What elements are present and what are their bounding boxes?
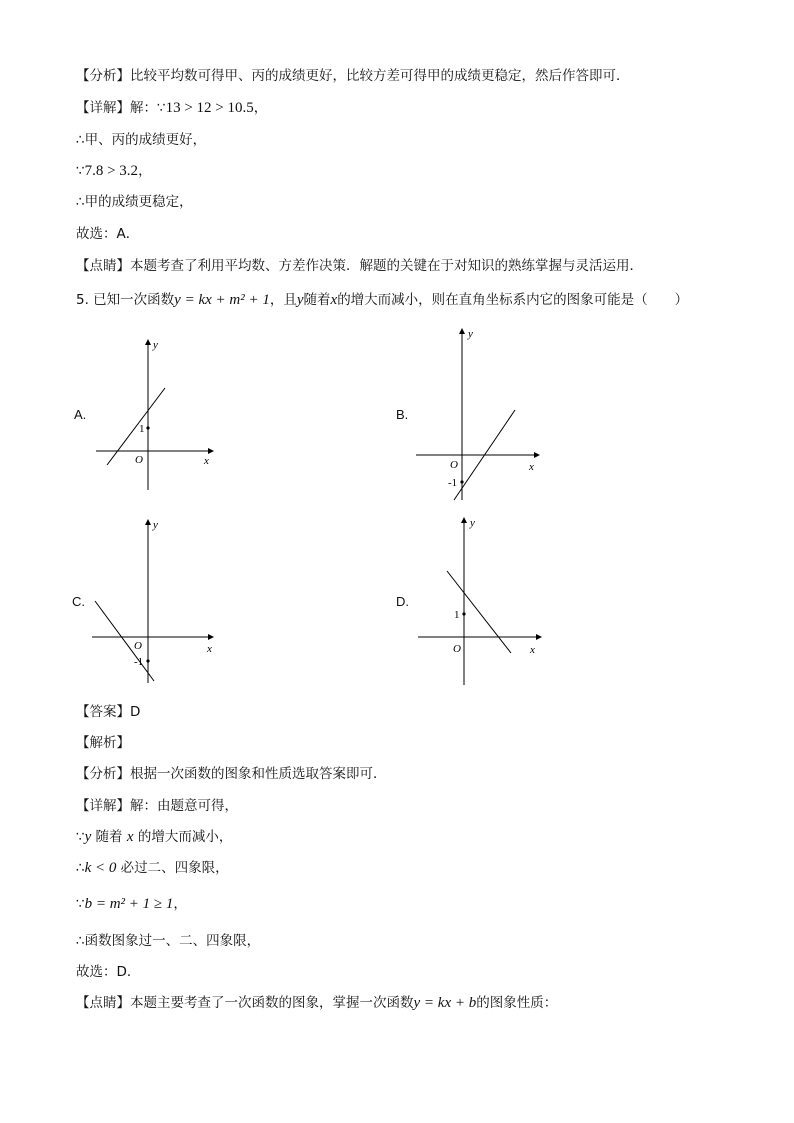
x-axis-arrow bbox=[208, 448, 214, 454]
conclusion-text-1: ∴甲、丙的成绩更好， bbox=[76, 132, 207, 148]
y-axis-arrow bbox=[145, 339, 151, 345]
analysis-line-2 bbox=[76, 765, 387, 783]
detail-line bbox=[76, 99, 267, 117]
explanation-header-text: 【解析】 bbox=[76, 735, 130, 751]
analysis-line bbox=[76, 67, 630, 85]
tick-label: 1 bbox=[454, 609, 460, 621]
y-axis-label: y bbox=[153, 519, 158, 531]
intercept-point bbox=[146, 426, 149, 429]
comment-text: 【点睛】本题考查了利用平均数、方差作决策．解题的关键在于对知识的熟练掌握与灵活运用． bbox=[76, 258, 643, 274]
question-text: ，且 bbox=[269, 292, 297, 308]
step-3 bbox=[76, 895, 187, 913]
y-axis-arrow bbox=[459, 328, 465, 334]
because-symbol: ∵ bbox=[76, 163, 85, 179]
origin-label: O bbox=[135, 454, 143, 466]
option-c-label: C. bbox=[72, 594, 85, 609]
step-text: 随着 bbox=[91, 829, 127, 845]
function-expression: y = kx + m² + 1 bbox=[174, 292, 270, 308]
conclusion-text-2: ∴甲的成绩更稳定， bbox=[76, 194, 193, 210]
conclusion-line-2 bbox=[76, 193, 193, 211]
comment-line bbox=[76, 257, 643, 275]
option-d-label: D. bbox=[396, 594, 409, 609]
inequality-variance: 7.8 > 3.2 bbox=[84, 163, 139, 179]
graph-c bbox=[88, 515, 228, 685]
var-x: x bbox=[330, 292, 338, 308]
k-inequality: k < 0 bbox=[84, 860, 117, 876]
x-axis-arrow bbox=[534, 452, 540, 458]
step-text: 的增大而减小， bbox=[133, 829, 233, 845]
intercept-point bbox=[460, 480, 463, 483]
option-b-label: B. bbox=[396, 407, 409, 422]
option-a-label: A. bbox=[74, 407, 87, 422]
comment-text-2-end: 的图象性质： bbox=[476, 995, 558, 1011]
question-text: 的增大而减小，则在直角坐标系内它的图象可能是（ ） bbox=[337, 292, 689, 308]
detail-text-2: 【详解】解：由题意可得， bbox=[76, 798, 238, 814]
origin-label: O bbox=[450, 459, 458, 471]
answer-choice-line bbox=[76, 225, 139, 243]
question-5 bbox=[76, 291, 688, 309]
comma: ， bbox=[138, 163, 152, 179]
origin-label: O bbox=[134, 640, 142, 652]
x-axis-label: x bbox=[529, 461, 534, 473]
comma: ， bbox=[253, 100, 268, 116]
because-symbol: ∵ bbox=[76, 829, 85, 845]
x-axis-label: x bbox=[530, 644, 535, 656]
x-axis-arrow bbox=[208, 634, 214, 640]
inequality-means: 13 > 12 > 10.5 bbox=[165, 100, 254, 116]
question-prefix: 5. 已知一次函数 bbox=[76, 292, 175, 308]
var-x: x bbox=[126, 829, 134, 845]
analysis-text-2: 【分析】根据一次函数的图象和性质选取答案即可． bbox=[76, 766, 387, 782]
answer-text: 【答案】D bbox=[76, 704, 141, 720]
var-y: y bbox=[84, 829, 92, 845]
detail-line-2 bbox=[76, 797, 238, 815]
step-text: 故选：D． bbox=[76, 964, 141, 980]
question-text: 随着 bbox=[303, 292, 331, 308]
step-text: ， bbox=[173, 896, 187, 912]
intercept-point bbox=[462, 612, 465, 615]
tick-label: 1 bbox=[139, 423, 145, 435]
graph-a bbox=[92, 335, 222, 495]
graph-b bbox=[412, 322, 552, 502]
therefore-symbol: ∴ bbox=[76, 860, 85, 876]
detail-prefix: 【详解】解：∵ bbox=[76, 100, 166, 116]
origin-label: O bbox=[453, 643, 461, 655]
tick-label: -1 bbox=[134, 656, 144, 668]
step-2 bbox=[76, 859, 229, 877]
comment-text-2: 【点睛】本题主要考查了一次函数的图象，掌握一次函数 bbox=[76, 995, 414, 1011]
y-axis-arrow bbox=[461, 517, 467, 523]
because-symbol: ∵ bbox=[76, 896, 85, 912]
y-axis-label: y bbox=[153, 339, 158, 351]
y-axis-label: y bbox=[468, 328, 473, 340]
analysis-text: 【分析】比较平均数可得甲、丙的成绩更好，比较方差可得甲的成绩更稳定，然后作答即可． bbox=[76, 68, 630, 84]
x-axis-label: x bbox=[207, 643, 212, 655]
b-inequality: b = m² + 1 ≥ 1 bbox=[84, 896, 174, 912]
answer-line bbox=[76, 703, 140, 721]
y-axis-arrow bbox=[145, 519, 151, 525]
variance-line bbox=[76, 162, 152, 180]
step-4 bbox=[76, 932, 260, 950]
explanation-header bbox=[76, 734, 130, 752]
intercept-point bbox=[146, 659, 149, 662]
tick-label: -1 bbox=[448, 477, 458, 489]
conclusion-line-1 bbox=[76, 131, 206, 149]
step-text: ∴函数图象过一、二、四象限， bbox=[76, 933, 261, 949]
step-1 bbox=[76, 828, 232, 846]
step-text: 必过二、四象限， bbox=[116, 860, 229, 876]
var-y: y bbox=[296, 292, 304, 308]
graph-d bbox=[414, 513, 554, 688]
general-linear-function: y = kx + b bbox=[413, 995, 477, 1011]
x-axis-label: x bbox=[204, 455, 209, 467]
function-line bbox=[95, 601, 154, 681]
x-axis-arrow bbox=[536, 634, 542, 640]
answer-choice-text: 故选：A． bbox=[76, 226, 140, 242]
y-axis-label: y bbox=[470, 517, 475, 529]
step-5 bbox=[76, 963, 140, 981]
comment-line-2 bbox=[76, 994, 557, 1012]
